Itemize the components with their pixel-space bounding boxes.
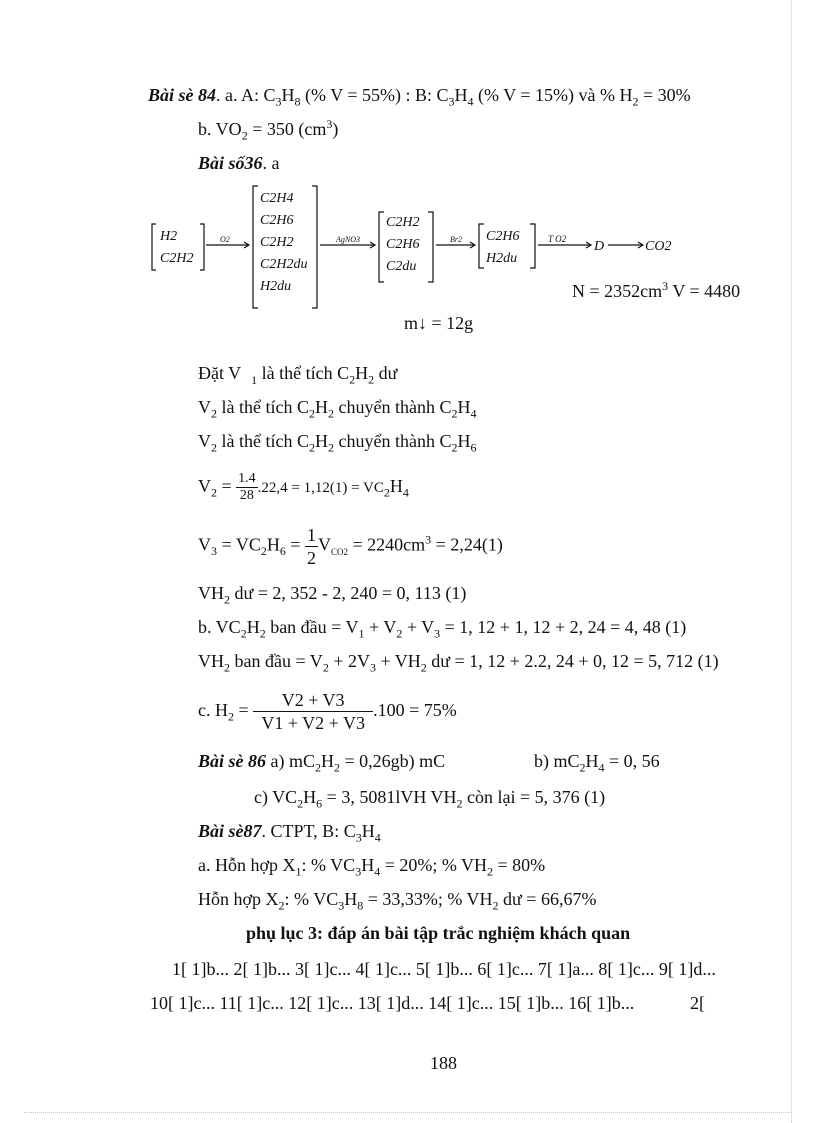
page-number: 188 xyxy=(430,1053,457,1073)
product-co2: CO2 xyxy=(645,239,672,254)
bracket-left xyxy=(479,224,484,268)
bracket-left xyxy=(253,186,258,308)
answer-key-row-2-continuation: 2[ xyxy=(690,993,705,1013)
fraction: $\frac{1.4}{28}$ xyxy=(238,471,256,504)
reactant-c2h2: C2H2 xyxy=(160,251,194,266)
reagent-agno3: AgNO3 xyxy=(336,235,360,244)
box2-item: C2H2 xyxy=(386,215,420,230)
definition-v2-c2h4: $V_2$ là thể tích $C_2H_2$ chuyển thành $C_2H_4$ xyxy=(198,397,477,421)
reagent-o2: O2 xyxy=(220,235,230,244)
box1-item: C2H2 xyxy=(260,235,294,250)
reagent-br2: Br2 xyxy=(450,235,462,244)
reactant-h2: H2 xyxy=(160,229,178,244)
excess-h2-volume: $VH_2$ dư = 2, 352 - 2, 240 = 0, 113 (1) xyxy=(198,583,467,607)
bracket-left xyxy=(152,224,156,270)
h2-percentage-equation: c. $H_2$ = $\frac{V2 + V3}{V1 + V2 + V3}$ .100 = 75% xyxy=(198,690,457,734)
answer-84-line-a: Bài sè 84. a. A: $C_3H_8$ (% V = 55%) : B: $C_3H_4$ (% V = 15%) và % $H_2 = 30\%$ xyxy=(148,85,691,109)
definition-v2-c2h6: $V_2$ là thể tích $C_2H_2$ chuyển thành $C_2H_6$ xyxy=(198,431,477,455)
exercise-label: Bài sè 86 xyxy=(198,751,267,771)
answer-key-row-1: 1[ 1]b... 2[ 1]b... 3[ 1]c... 4[ 1]c... 5[ 1]b... 6[ 1]c... 7[ 1]a... 8[ 1]c... 9[ 1]d... xyxy=(172,959,716,979)
exercise-label: Bài sè87 xyxy=(198,821,262,841)
product-d: D xyxy=(594,239,605,254)
bracket-left xyxy=(379,212,384,282)
exercise-label: Bài số36 xyxy=(198,153,263,173)
right-margin-rule xyxy=(791,0,792,1123)
bottom-margin-rule xyxy=(24,1112,792,1113)
fraction: $\frac{1}{2}$ xyxy=(307,525,316,568)
box1-item: H2du xyxy=(260,279,292,294)
reagent-t-o2: T O2 xyxy=(548,234,567,244)
answer-84-line-b: b. $VO_2 = 350$ $(cm^3)$ xyxy=(198,117,339,143)
bracket-right xyxy=(530,224,535,268)
definition-v1: Đặt V $_1$ là thể tích $C_2H_2$ dư xyxy=(198,363,398,387)
box1-item: C2H2du xyxy=(260,257,308,272)
box1-item: C2H4 xyxy=(260,191,294,206)
equation-v2: $V_2$ = $\frac{1.4}{28}$ $.22,4 = 1,12(1) = VC_2H_4$ xyxy=(198,471,409,504)
volume-readout: $N = 2352cm^3$ V = 4480 xyxy=(572,279,741,301)
bracket-right xyxy=(312,186,317,308)
exercise-36-heading: Bài số36. a xyxy=(198,153,280,173)
appendix-heading: phụ lục 3: đáp án bài tập trắc nghiệm khách quan xyxy=(246,923,631,943)
answer-87-heading: Bài sè87. CTPT, B: $C_3H_4$ xyxy=(198,821,381,845)
box2-item: C2H6 xyxy=(386,237,420,252)
box3-item: C2H6 xyxy=(486,229,520,244)
answer-86-line-b: b) $mC_2H_4 = 0$, 56 xyxy=(534,751,660,775)
fraction: $\frac{V2 + V3}{V1 + V2 + V3}$ xyxy=(253,689,373,734)
box1-item: C2H6 xyxy=(260,213,294,228)
mixture-x2: Hỗn hợp $X_2$: % $VC_3H_8 = 33,33\%$; % $VH_2$ dư = 66,67% xyxy=(198,889,597,913)
answer-86-line-a: Bài sè 86 a) $mC_2H_2 = 0,26gb$) mC xyxy=(198,751,446,775)
equation-v3: $V_3 = VC_2H_6$ = $\frac{1}{2}$ $V_{CO2} = 2240cm^3 = 2,24(1)$ xyxy=(198,525,503,568)
answer-86-line-c: c) $VC_2H_6 = 3$, 5081lVH $VH_2$ còn lại = 5, 376 (1) xyxy=(254,787,606,811)
bracket-right xyxy=(428,212,433,282)
answer-key-row-2: 10[ 1]c... 11[ 1]c... 12[ 1]c... 13[ 1]d... 14[ 1]c... 15[ 1]b... 16[ 1]b... xyxy=(150,993,635,1013)
box3-item: H2du xyxy=(486,251,518,266)
precipitate-mass: m↓ = 12g xyxy=(404,313,474,333)
initial-c2h2-volume: b. $VC_2H_2$ ban đầu = $V_1 + V_2 + V_3 = 1$, 12 + 1, 12 + 2, 24 = 4, 48 (1) xyxy=(198,617,687,641)
mixture-x1: a. Hỗn hợp $X_1$: % $VC_3H_4 = 20\%$; % $VH_2 = 80\%$ xyxy=(198,855,546,879)
box2-item: C2du xyxy=(386,259,417,274)
initial-h2-volume: $VH_2$ ban đầu = $V_2 + 2V_3 + VH_2$ dư = 1, 12 + 2.2, 24 + 0, 12 = 5, 712 (1) xyxy=(198,651,719,675)
exercise-label: Bài sè 84 xyxy=(148,85,217,105)
bracket-right xyxy=(200,224,204,270)
